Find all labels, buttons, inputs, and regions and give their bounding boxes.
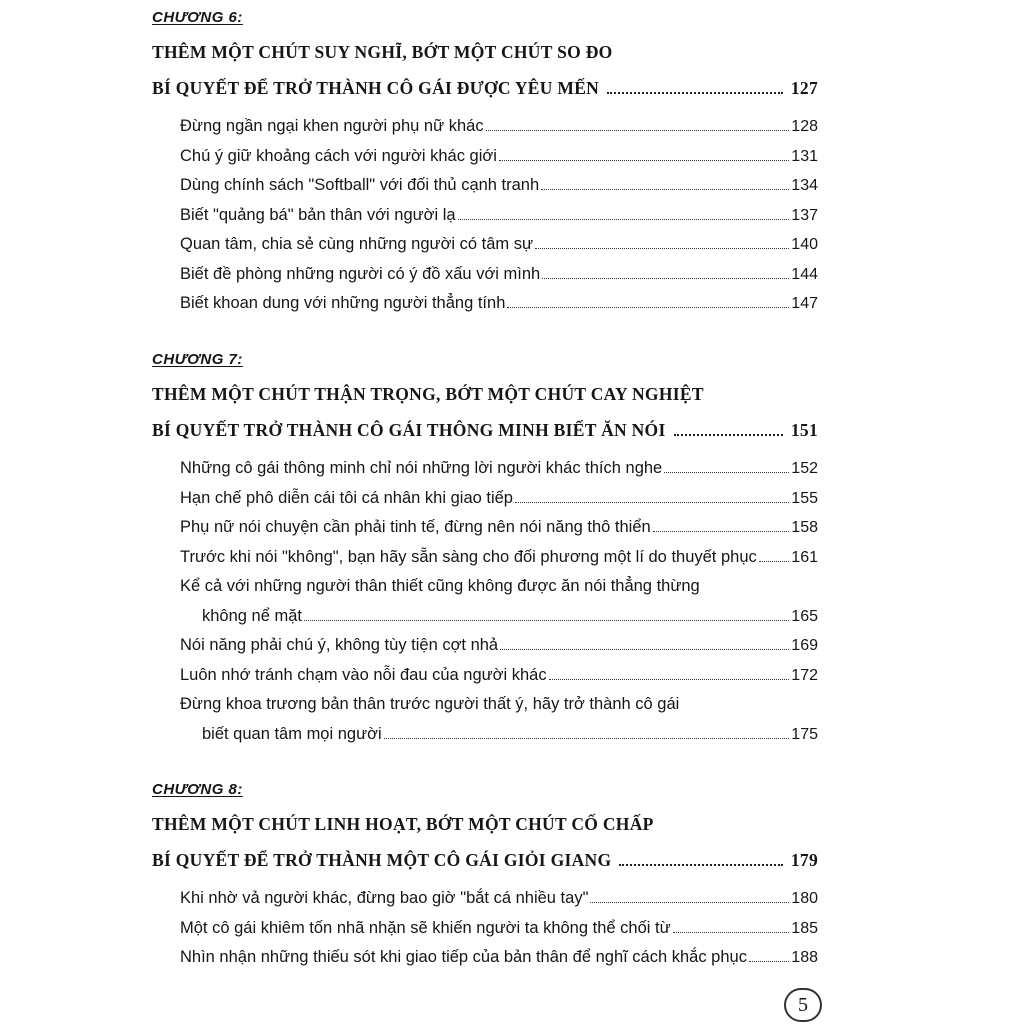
toc-entry[interactable] <box>152 289 818 319</box>
toc-entry[interactable] <box>152 661 818 691</box>
entry-title: Kể cả với những người thân thiết cũng không được ăn nói thẳng thừng <box>180 577 700 595</box>
chapter-label: CHƯƠNG 7: <box>152 351 243 368</box>
entry-page: 180 <box>791 890 818 907</box>
entry-page: 131 <box>791 147 818 165</box>
toc-entry[interactable] <box>152 543 818 573</box>
page-number: 5 <box>784 988 822 1022</box>
dot-leader <box>535 248 789 249</box>
dot-leader <box>749 961 789 962</box>
entry-page: 172 <box>791 666 818 684</box>
entry-page: 140 <box>791 236 818 253</box>
dot-leader <box>499 160 789 161</box>
dot-leader <box>515 502 789 503</box>
entry-page: 165 <box>791 607 818 625</box>
entry-title: Hạn chế phô diễn cái tôi cá nhân khi giao tiếp <box>180 488 513 507</box>
entry-title: Biết khoan dung với những người thẳng tính <box>180 294 506 312</box>
entry-page: 152 <box>791 460 818 477</box>
chapter-title: THÊM MỘT CHÚT LINH HOẠT, BỚT MỘT CHÚT CỐ CHẤP <box>152 814 654 834</box>
entry-title: Biết đề phòng những người có ý đồ xấu với mình <box>180 264 541 283</box>
toc-entry[interactable] <box>152 230 818 260</box>
dot-leader <box>673 932 790 933</box>
entry-list <box>152 112 818 319</box>
chapter-subtitle-row[interactable] <box>152 846 818 874</box>
entry-title: Khi nhờ vả người khác, đừng bao giờ "bắt cá nhiều tay" <box>180 889 589 907</box>
entry-title: Chú ý giữ khoảng cách với người khác giới <box>180 146 497 165</box>
toc-entry[interactable] <box>152 631 818 661</box>
entry-title: Luôn nhớ tránh chạm vào nỗi đau của người khác <box>180 665 547 684</box>
toc-entry[interactable] <box>152 112 818 142</box>
entry-page: 185 <box>791 919 818 937</box>
toc-entry[interactable] <box>152 201 818 231</box>
entry-page: 169 <box>791 637 818 654</box>
entry-title: Một cô gái khiêm tốn nhã nhặn sẽ khiến người ta không thể chối từ <box>180 918 671 937</box>
chapter-8 <box>152 780 818 973</box>
chapter-page: 151 <box>790 420 818 440</box>
toc-entry[interactable] <box>152 260 818 290</box>
dot-leader <box>304 620 789 621</box>
dot-leader <box>759 561 790 562</box>
entry-page: 155 <box>791 489 818 507</box>
entry-page: 175 <box>791 725 818 743</box>
entry-title-continued: không nể mặt <box>202 606 302 625</box>
dot-leader <box>500 649 789 650</box>
entry-title-continued: biết quan tâm mọi người <box>202 724 382 743</box>
dot-leader <box>549 679 790 680</box>
dot-leader <box>486 130 790 131</box>
dot-leader <box>384 738 790 739</box>
entry-page: 161 <box>791 548 818 566</box>
entry-list <box>152 454 818 749</box>
dot-leader <box>542 278 789 279</box>
toc-entry[interactable] <box>152 690 818 720</box>
entry-page: 144 <box>791 265 818 283</box>
toc-entry-continuation[interactable] <box>152 602 818 632</box>
chapter-page: 179 <box>790 850 818 870</box>
dot-leader <box>653 531 790 532</box>
dot-leader <box>664 472 789 473</box>
toc-entry[interactable] <box>152 572 818 602</box>
toc-entry[interactable] <box>152 142 818 172</box>
entry-page: 188 <box>791 949 818 966</box>
entry-title: Đừng khoa trương bản thân trước người thất ý, hãy trở thành cô gái <box>180 695 680 713</box>
entry-title: Nói năng phải chú ý, không tùy tiện cợt nhả <box>180 636 499 654</box>
dot-leader <box>541 189 789 190</box>
chapter-label: CHƯƠNG 8: <box>152 781 243 798</box>
dot-leader <box>619 864 782 866</box>
toc-entry[interactable] <box>152 513 818 543</box>
entry-title: Những cô gái thông minh chỉ nói những lời người khác thích nghe <box>180 459 663 477</box>
entry-title: Quan tâm, chia sẻ cùng những người có tâm sự <box>180 235 534 253</box>
dot-leader <box>607 92 783 94</box>
entry-page: 158 <box>791 519 818 536</box>
toc-entry[interactable] <box>152 171 818 201</box>
toc-entry[interactable] <box>152 943 818 973</box>
chapter-subtitle: BÍ QUYẾT ĐỂ TRỞ THÀNH CÔ GÁI ĐƯỢC YÊU MẾN <box>152 78 600 98</box>
entry-list <box>152 884 818 973</box>
dot-leader <box>458 219 790 220</box>
toc-entry[interactable] <box>152 454 818 484</box>
toc-entry[interactable] <box>152 884 818 914</box>
entry-title: Trước khi nói "không", bạn hãy sẵn sàng cho đối phương một lí do thuyết phục <box>180 547 757 566</box>
toc-entry[interactable] <box>152 914 818 944</box>
toc-entry[interactable] <box>152 484 818 514</box>
entry-page: 137 <box>791 206 818 224</box>
chapter-subtitle: BÍ QUYẾT ĐỂ TRỞ THÀNH MỘT CÔ GÁI GIỎI GIANG <box>152 850 612 870</box>
chapter-subtitle: BÍ QUYẾT TRỞ THÀNH CÔ GÁI THÔNG MINH BIẾT ĂN NÓI <box>152 420 666 440</box>
entry-page: 147 <box>791 295 818 312</box>
chapter-title: THÊM MỘT CHÚT SUY NGHĨ, BỚT MỘT CHÚT SO ĐO <box>152 42 613 62</box>
chapter-subtitle-row[interactable] <box>152 416 818 444</box>
chapter-title: THÊM MỘT CHÚT THẬN TRỌNG, BỚT MỘT CHÚT CAY NGHIỆT <box>152 384 704 404</box>
dot-leader <box>507 307 789 308</box>
entry-title: Đừng ngần ngại khen người phụ nữ khác <box>180 117 484 135</box>
entry-title: Phụ nữ nói chuyện cần phải tinh tế, đừng nên nói năng thô thiển <box>180 518 651 536</box>
entry-page: 128 <box>791 118 818 135</box>
dot-leader <box>674 434 783 436</box>
chapter-7 <box>152 350 818 749</box>
dot-leader <box>590 902 789 903</box>
toc-entry-continuation[interactable] <box>152 720 818 750</box>
chapter-subtitle-row[interactable] <box>152 74 818 102</box>
chapter-6 <box>152 8 818 319</box>
entry-page: 134 <box>791 177 818 194</box>
chapter-page: 127 <box>790 78 818 98</box>
entry-title: Dùng chính sách "Softball" với đối thủ cạnh tranh <box>180 176 540 194</box>
chapter-label: CHƯƠNG 6: <box>152 9 243 26</box>
entry-title: Biết "quảng bá" bản thân với người lạ <box>180 205 456 224</box>
entry-title: Nhìn nhận những thiếu sót khi giao tiếp của bản thân để nghĩ cách khắc phục <box>180 948 747 966</box>
